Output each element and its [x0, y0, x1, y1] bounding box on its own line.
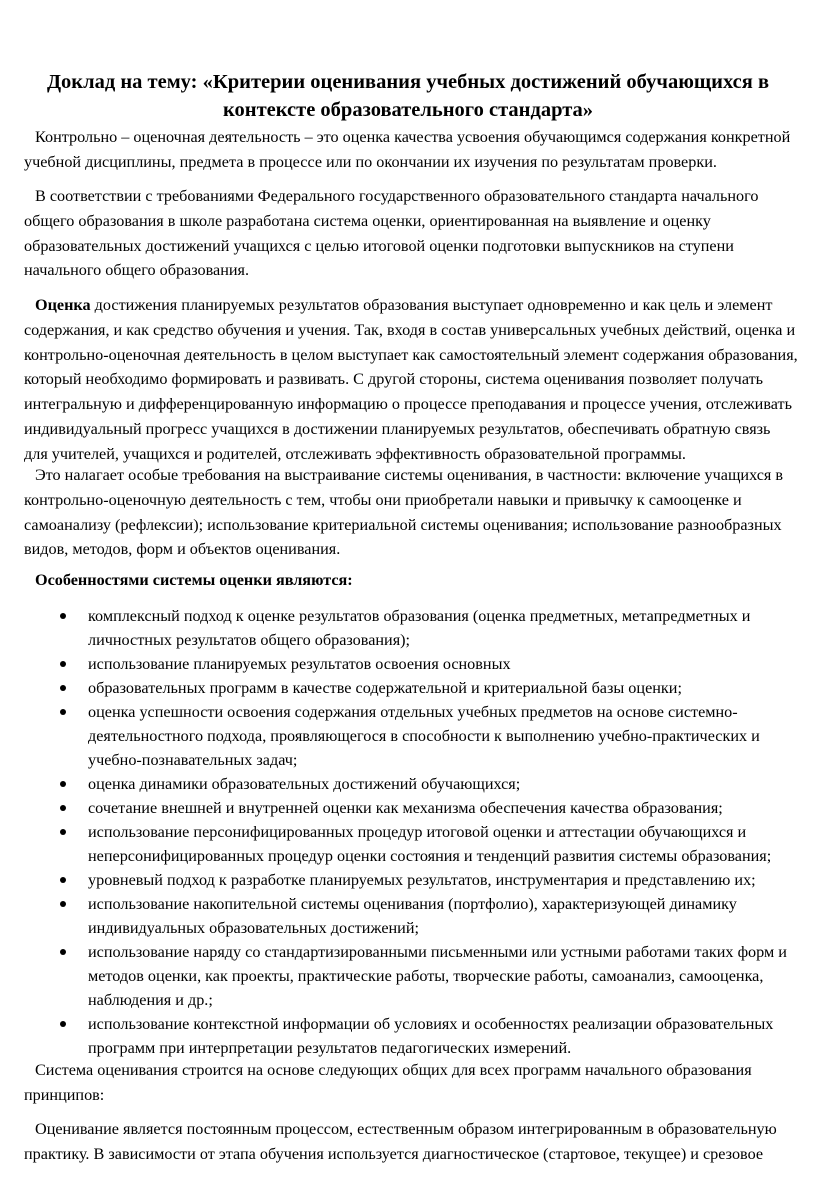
list-item: [0, 700, 816, 772]
document-title: Доклад на тему: «Критерии оценивания учебных достижений обучающихся в контексте образовательного стандарта»: [46, 71, 770, 121]
paragraph-text: достижения планируемых результатов образования выступает одновременно и как цель и элемент содержания, и как средство обучения и учения. Так, входя в состав универсальных учебных действий, оценка и контрольно-оценочная деятельность в целом выступает как самостоятельный элемент содержания образования, который необходимо формировать и развивать. С другой стороны, система оценивания позволяет получать интегральную и дифференцированную информацию о процессе преподавания и процессе учения, отслеживать индивидуальный прогресс учащихся в достижении планируемых результатов, обеспечивать обратную связь для учителей, учащихся и родителей, отслеживать эффективность образовательной программы.: [24, 296, 798, 463]
paragraph-control-evaluation: [24, 125, 798, 175]
list-item: [0, 676, 816, 700]
list-item: [0, 820, 816, 868]
bullet-dot-icon: [60, 829, 66, 835]
paragraph-special-requirements: [24, 463, 798, 562]
paragraph-bold-lead: Оценка: [35, 296, 91, 314]
list-item: [0, 796, 816, 820]
bullet-dot-icon: [60, 901, 66, 907]
list-item: [0, 1012, 816, 1060]
list-item: [0, 868, 816, 892]
paragraph-evaluation-purpose: [24, 293, 798, 467]
list-item-text: использование контекстной информации об условиях и особенностях реализации образовательных программ при интерпретации результатов педагогических измерений.: [88, 1015, 774, 1057]
bullet-dot-icon: [60, 781, 66, 787]
list-item-text: уровневый подход к разработке планируемых результатов, инструментария и представлению их;: [88, 871, 756, 889]
list-item-text: сочетание внешней и внутренней оценки как механизма обеспечения качества образования;: [88, 799, 723, 817]
bullet-dot-icon: [60, 949, 66, 955]
paragraph-continuous-process: [24, 1117, 798, 1167]
list-item-text: использование планируемых результатов освоения основных: [88, 655, 511, 673]
list-item-text: использование наряду со стандартизированными письменными или устными работами таких форм и методов оценки, как проекты, практические работы, творческие работы, самоанализ, самооценка, наблюдения и др.;: [88, 943, 787, 1009]
bullet-dot-icon: [60, 1021, 66, 1027]
paragraph-text: Система оценивания строится на основе следующих общих для всех программ начального образования принципов:: [24, 1061, 752, 1104]
features-heading: Особенностями системы оценки являются:: [35, 571, 353, 589]
bullet-dot-icon: [60, 805, 66, 811]
list-item: [0, 772, 816, 796]
list-item-text: образовательных программ в качестве содержательной и критериальной базы оценки;: [88, 679, 682, 697]
bullet-dot-icon: [60, 661, 66, 667]
list-item: [0, 652, 816, 676]
features-bullet-list: [0, 604, 816, 1060]
bullet-dot-icon: [60, 877, 66, 883]
list-item-text: использование персонифицированных процедур итоговой оценки и аттестации обучающихся и неперсонифицированных процедур оценки состояния и тенденций развития системы образования;: [88, 823, 772, 865]
bullet-dot-icon: [60, 613, 66, 619]
paragraph-system-principles: [24, 1058, 798, 1108]
list-item-text: использование накопительной системы оценивания (портфолио), характеризующей динамику индивидуальных образовательных достижений;: [88, 895, 737, 937]
paragraph-text: Оценивание является постоянным процессом, естественным образом интегрированным в образовательную практику. В зависимости от этапа обучения используется диагностическое (стартовое, текущее) и срезовое: [24, 1120, 777, 1163]
list-item: [0, 940, 816, 1012]
list-item-text: комплексный подход к оценке результатов образования (оценка предметных, метапредметных и личностных результатов общего образования);: [88, 607, 751, 649]
list-item-text: оценка успешности освоения содержания отдельных учебных предметов на основе системно-деятельностного подхода, проявляющегося в способности к выполнению учебно-практических и учебно-познавательных задач;: [88, 703, 760, 769]
paragraph-fgos-standard: [24, 184, 798, 283]
bullet-dot-icon: [60, 709, 66, 715]
paragraph-text: Это налагает особые требования на выстраивание системы оценивания, в частности: включение учащихся в контрольно-оценочную деятельность с тем, чтобы они приобретали навыки и привычку к самооценке и самоанализу (рефлексии); использование критериальной системы оценивания; использование разнообразных видов, методов, форм и объектов оценивания.: [24, 466, 784, 559]
paragraph-text: Контрольно – оценочная деятельность – это оценка качества усвоения обучающимся содержания конкретной учебной дисциплины, предмета в процессе или по окончании их изучения по результатам проверки.: [24, 128, 791, 171]
bullet-dot-icon: [60, 685, 66, 691]
list-item-text: оценка динамики образовательных достижений обучающихся;: [88, 775, 521, 793]
list-item: [0, 892, 816, 940]
paragraph-text: В соответствии с требованиями Федерального государственного образовательного стандарта начального общего образования в школе разработана система оценки, ориентированная на выявление и оценку образовательных достижений учащихся с целью итоговой оценки подготовки выпускников на ступени начального общего образования.: [24, 187, 759, 280]
list-item: [0, 604, 816, 652]
